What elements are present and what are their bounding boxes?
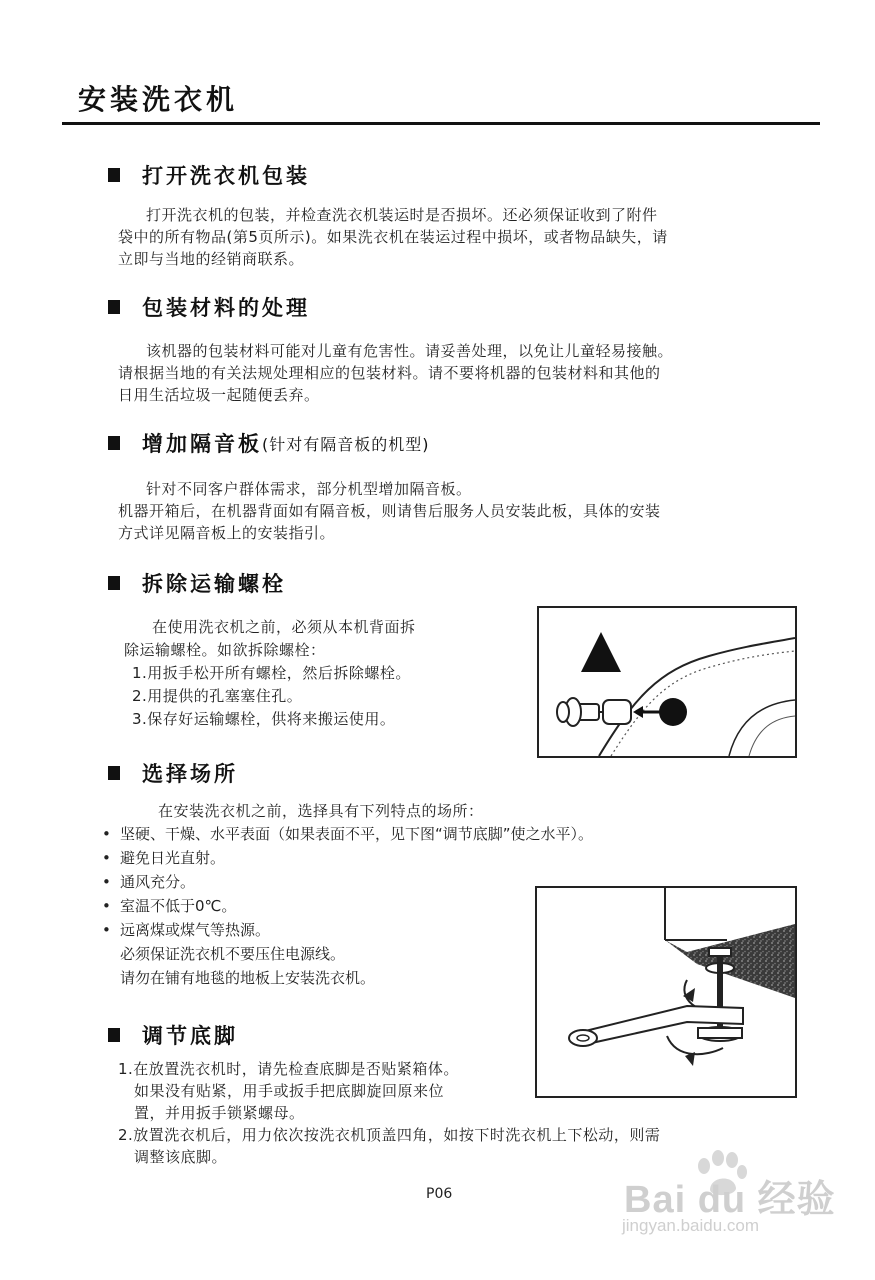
- transport-bolt-figure: [537, 606, 797, 758]
- paragraph-packaging: [118, 340, 673, 406]
- section-heading-soundboard: [108, 428, 430, 458]
- paragraph-bolts: [124, 616, 416, 731]
- watermark-logo-text: Bai du 经验: [624, 1179, 836, 1221]
- title-rule: [62, 122, 820, 125]
- section-heading-unpack: [108, 160, 310, 190]
- text-line: 日用生活垃圾一起随便丢弃。: [118, 386, 320, 404]
- warning-triangle-icon: [581, 632, 621, 672]
- text-line: 如果没有贴紧，用手或扳手把底脚旋回原来位: [134, 1082, 445, 1100]
- section-title: 包装材料的处理: [142, 296, 310, 320]
- text-line: 方式详见隔音板上的安装指引。: [118, 524, 336, 542]
- text-line: 2.放置洗衣机后，用力依次按洗衣机顶盖四角，如按下时洗衣机上下松动，则需: [118, 1126, 661, 1144]
- paragraph-feet: [118, 1058, 660, 1168]
- text-line: 针对不同客户群体需求，部分机型增加隔音板。: [146, 480, 472, 498]
- square-bullet-icon: [108, 300, 120, 314]
- square-bullet-icon: [108, 168, 120, 182]
- text-line: 2.用提供的孔塞塞住孔。: [132, 687, 303, 705]
- section-title: 选择场所: [142, 762, 238, 786]
- section-heading-feet: [108, 1020, 238, 1050]
- text-line: 袋中的所有物品(第5页所示)。如果洗衣机在装运过程中损坏，或者物品缺失，请: [118, 228, 668, 246]
- square-bullet-icon: [108, 1028, 120, 1042]
- section-heading-bolts: [108, 568, 286, 598]
- text-line: 置，并用扳手锁紧螺母。: [134, 1104, 305, 1122]
- paragraph-soundboard: [118, 478, 661, 544]
- location-bullet-list: [102, 822, 593, 990]
- note-line: 请勿在铺有地毯的地板上安装洗衣机。: [120, 969, 376, 987]
- note-line: 必须保证洗衣机不要压住电源线。: [120, 945, 346, 963]
- section-title: 打开洗衣机包装: [142, 164, 310, 188]
- text-line: 调整该底脚。: [134, 1148, 228, 1166]
- page-number: P06: [426, 1186, 453, 1202]
- text-line: 机器开箱后，在机器背面如有隔音板，则请售后服务人员安装此板，具体的安装: [118, 502, 661, 520]
- section-title: 增加隔音板: [142, 432, 262, 456]
- list-item: • 坚硬、干燥、水平表面（如果表面不平，见下图“调节底脚”使之水平）。: [102, 825, 594, 843]
- section-title: 拆除运输螺栓: [142, 572, 286, 596]
- text-line: 1.用扳手松开所有螺栓，然后拆除螺栓。: [132, 664, 411, 682]
- text-line: 3.保存好运输螺栓，供将来搬运使用。: [132, 710, 396, 728]
- text-line: 除运输螺栓。如欲拆除螺栓：: [124, 641, 326, 659]
- list-item: • 远离煤或煤气等热源。: [102, 921, 271, 939]
- list-item: • 室温不低于0℃。: [102, 897, 237, 915]
- list-item: • 通风充分。: [102, 873, 196, 891]
- square-bullet-icon: [108, 766, 120, 780]
- text-line: 请根据当地的有关法规处理相应的包装材料。请不要将机器的包装材料和其他的: [118, 364, 661, 382]
- section-subtitle: (针对有隔音板的机型): [262, 434, 430, 454]
- text-line: 立即与当地的经销商联系。: [118, 250, 305, 268]
- list-item: • 避免日光直射。: [102, 849, 226, 867]
- text-line: 打开洗衣机的包装，并检查洗衣机装运时是否损坏。还必须保证收到了附件: [146, 206, 658, 224]
- section-title: 调节底脚: [142, 1024, 238, 1048]
- page-title: 安装洗衣机: [78, 83, 239, 116]
- section-heading-packaging: [108, 292, 310, 322]
- text-line: 该机器的包装材料可能对儿童有危害性。请妥善处理，以免让儿童轻易接触。: [146, 342, 674, 360]
- paragraph-unpack: [118, 204, 668, 270]
- transport-bolt-illustration: [539, 608, 795, 756]
- square-bullet-icon: [108, 576, 120, 590]
- square-bullet-icon: [108, 436, 120, 450]
- location-intro: 在安装洗衣机之前，选择具有下列特点的场所：: [158, 802, 484, 820]
- text-line: 在使用洗衣机之前，必须从本机背面拆: [152, 618, 416, 636]
- baidu-jingyan-watermark: [604, 1150, 844, 1250]
- watermark-url: jingyan.baidu.com: [622, 1216, 760, 1235]
- section-heading-location: [108, 758, 238, 788]
- text-line: 1.在放置洗衣机时，请先检查底脚是否贴紧箱体。: [118, 1060, 459, 1078]
